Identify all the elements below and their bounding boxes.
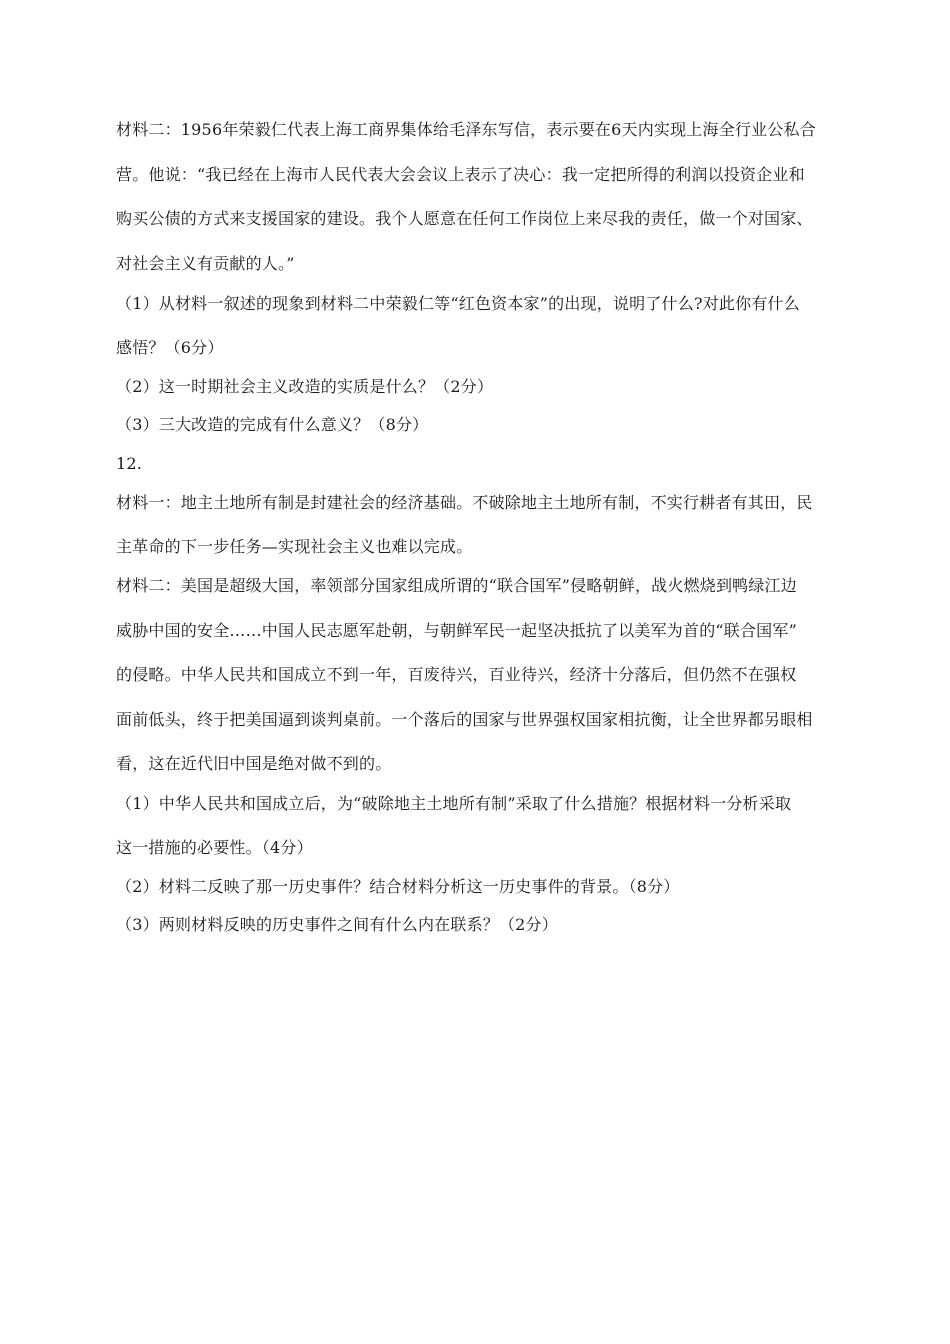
q12-question-1-line-2: 这一措施的必要性。（4分） [116,838,313,857]
q11-material2-line-4: 对社会主义有贡献的人。” [116,254,295,273]
q11-question-2: （2）这一时期社会主义改造的实质是什么？（2分） [116,377,494,396]
q12-question-1-line-1: （1）中华人民共和国成立后，为“破除地主土地所有制”采取了什么措施？根据材料一分析采取 [116,794,792,813]
q11-question-1-line-1: （1）从材料一叙述的现象到材料二中荣毅仁等“红色资本家”的出现，说明了什么?对此你有什么 [116,294,800,313]
q12-material1-line-1: 材料一：地主土地所有制是封建社会的经济基础。不破除地主土地所有制，不实行耕者有其田，民 [116,493,813,512]
q11-question-3: （3）三大改造的完成有什么意义？（8分） [116,415,429,434]
q11-question-1-line-2: 感悟？（6分） [116,338,224,357]
q11-material2-line-1: 材料二：1956年荣毅仁代表上海工商界集体给毛泽东写信，表示要在6天内实现上海全行业公私合 [116,120,816,139]
q11-material2-line-2: 营。他说：“我已经在上海市人民代表大会会议上表示了决心：我一定把所得的利润以投资企业和 [116,165,805,184]
q12-material1-line-2: 主革命的下一步任务—实现社会主义也难以完成。 [116,537,473,556]
q12-material2-line-2: 威胁中国的安全……中国人民志愿军赴朝，与朝鲜军民一起坚决抵抗了以美军为首的“联合国军” [116,621,797,640]
q11-material2-line-3: 购买公债的方式来支援国家的建设。我个人愿意在任何工作岗位上来尽我的责任，做一个对国家、 [116,209,813,228]
q12-material2-line-4: 面前低头，终于把美国逼到谈判桌前。一个落后的国家与世界强权国家相抗衡，让全世界都另眼相 [116,710,813,729]
q12-question-2: （2）材料二反映了那一历史事件？结合材料分析这一历史事件的背景。（8分） [116,877,680,896]
q12-material2-line-5: 看，这在近代旧中国是绝对做不到的。 [116,754,392,773]
q12-material2-line-3: 的侵略。中华人民共和国成立不到一年，百废待兴，百业待兴，经济十分落后，但仍然不在强权 [116,665,797,684]
q12-material2-line-1: 材料二：美国是超级大国，率领部分国家组成所谓的“联合国军”侵略朝鲜，战火燃烧到鸭绿江边 [116,576,797,595]
q12-number: 12. [116,454,143,473]
q12-question-3: （3）两则材料反映的历史事件之间有什么内在联系？（2分） [116,915,558,934]
